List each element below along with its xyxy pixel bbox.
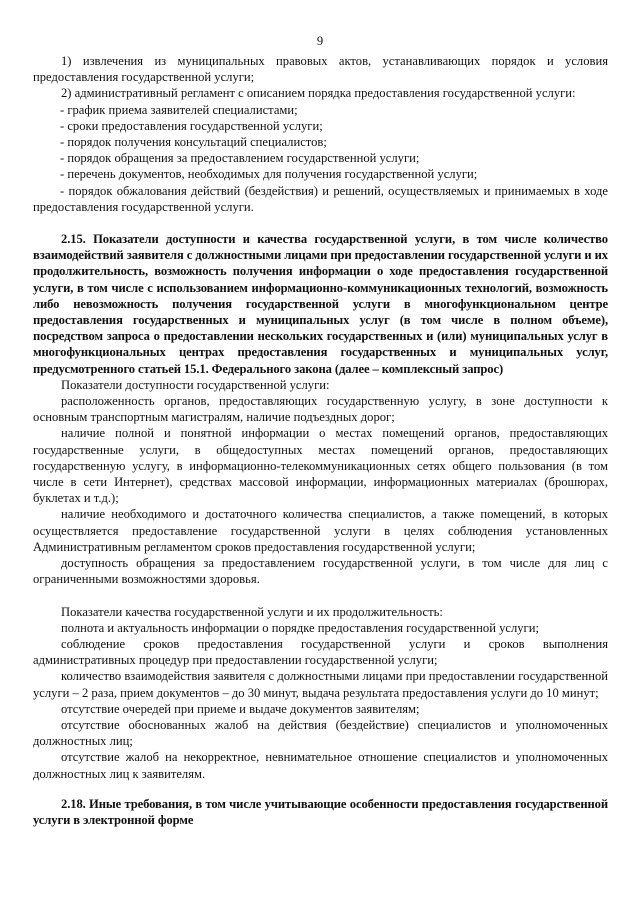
accessibility-item: расположенность органов, предоставляющих государственную услугу, в зоне доступности к основным транспортным магистралям, наличие подъездных дорог;: [33, 394, 608, 425]
quality-item: полнота и актуальность информации о порядке предоставления государственной услуги;: [61, 620, 539, 635]
dash-item: - сроки предоставления государственной услуги;: [60, 118, 323, 133]
section-2-15-heading: 2.15. Показатели доступности и качества государственной услуги, в том числе количество взаимодействий заявителя с должностными лицами при предоставлении государственной услуги и их продолжительность, возможность получения информации о ходе предоставления государственной услуги, в том числе с использованием информационно-коммуникационных технологий, возможность либо невозможность получения государственной услуги в многофункциональном центре предоставления государственных и муниципальных услуг (в том числе в полном объеме), посредством запроса о предоставлении нескольких государственных и (или) муниципальных услуг в многофункциональных центрах предоставления государственных и муниципальных услуг, предусмотренного статьей 15.1. Федерального закона (далее – комплексный запрос): [33, 232, 608, 376]
dash-item: - график приема заявителей специалистами;: [60, 102, 298, 117]
page-content: [33, 53, 608, 828]
intro-item-2: 2) административный регламент с описанием порядка предоставления государственной услуги:: [61, 86, 576, 101]
accessibility-item: наличие необходимого и достаточного количества специалистов, а также помещений, в которых осуществляется предоставление государственной услуги в целях соблюдения установленных Административным регламентом сроков предоставления государственной услуги;: [33, 507, 608, 554]
spacer: [33, 215, 608, 231]
quality-item: количество взаимодействия заявителя с должностными лицами при предоставлении государственной услуги – 2 раза, прием документов – до 30 минут, выдача результата предоставления услуги до 10 минут;: [33, 669, 608, 700]
quality-item: отсутствие обоснованных жалоб на действия (бездействие) специалистов и уполномоченных должностных лиц;: [33, 717, 608, 749]
accessibility-title: Показатели доступности государственной услуги:: [61, 377, 330, 392]
quality-title: Показатели качества государственной услуги и их продолжительность:: [61, 604, 443, 619]
accessibility-item: наличие полной и понятной информации о местах помещений органов, предоставляющих государственные услуги, в общедоступных местах помещений органов, предоставляющих государственную услугу, в информационно-телекоммуникационных сетях общего пользования (в том числе в сети Интернет), средствах массовой информации, информационных материалах (брошюрах, буклетах и т.д.);: [33, 426, 608, 506]
dash-item: - порядок получения консультаций специалистов;: [60, 135, 327, 150]
accessibility-item: доступность обращения за предоставлением государственной услуги, в том числе для лиц с ограниченными возможностями здоровья.: [33, 556, 608, 587]
quality-item: отсутствие жалоб на некорректное, невнимательное отношение специалистов и уполномоченных должностных лиц к заявителям.: [33, 750, 608, 781]
quality-item: отсутствие очередей при приеме и выдаче документов заявителям;: [61, 701, 420, 716]
section-2-18-heading: 2.18. Иные требования, в том числе учитывающие особенности предоставления государственной услуги в электронной форме: [33, 796, 608, 827]
quality-item: соблюдение сроков предоставления государственной услуги и сроков выполнения административных процедур при предоставлении государственной услуги;: [33, 636, 608, 668]
intro-item-1: 1) извлечения из муниципальных правовых актов, устанавливающих порядок и условия предоставления государственной услуги;: [33, 54, 608, 85]
dash-item: - порядок обжалования действий (бездействия) и решений, осуществляемых и принимаемых в ходе предоставления государственной услуги.: [33, 183, 608, 214]
spacer: [33, 588, 608, 604]
spacer: [33, 782, 608, 796]
dash-item: - порядок обращения за предоставлением государственной услуги;: [60, 151, 420, 166]
dash-item: - перечень документов, необходимых для получения государственной услуги;: [60, 167, 478, 182]
page-number: 9: [316, 34, 324, 48]
